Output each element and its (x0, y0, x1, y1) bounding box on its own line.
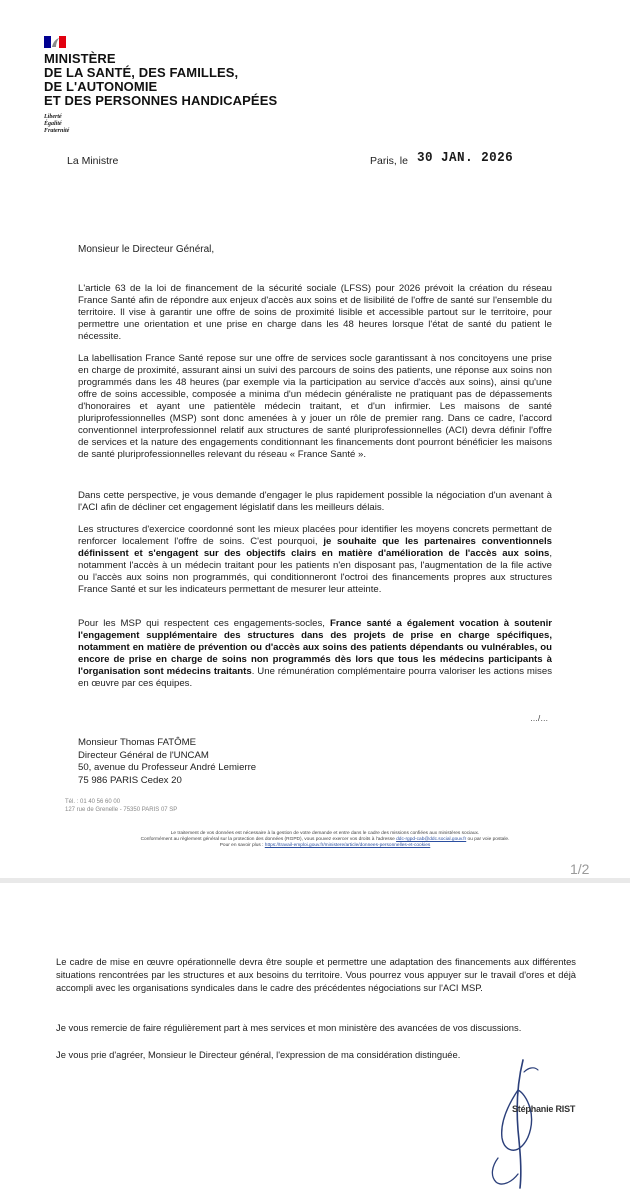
paragraph-msp-engagements (78, 618, 552, 690)
continued-marker: …/… (530, 714, 549, 723)
motto-fraternite: Fraternité (44, 128, 70, 134)
ministry-name (44, 52, 277, 108)
gdpr-info-link[interactable]: https://travail-emploi.gouv.fr/ministere/article/donnees-personnelles-et-cookies (264, 843, 431, 848)
motto-egalite: Égalité (44, 121, 62, 127)
paragraph-text: , notamment l'accès à un médecin traitant pour les patients n'en disposant pas, l'augmentation de la file active ou l'accès aux soins non programmés, qui conditionneront l'octroi des financements propres aux structures France Santé et sur les indicateurs permettant de mesurer leur atteinte. (78, 548, 552, 595)
paragraph-labellisation: La labellisation France Santé repose sur une offre de services socle garantissant à nos concitoyens une prise en charge de proximité, assurant ainsi un suivi des parcours de soins des patients, une réponse aux soins non programmés dans les 48 heures (par exemple via la participation au service d'accès aux soins), ainsi qu'une offre de soins accessible, composée a minima d'un médecin généraliste ne pratiquant pas de dépassements d'honoraires et ayant une patientèle médecin traitant, et d'un infirmier. Les maisons de santé pluriprofessionnelles (MSP) sont donc amenées à y jouer un rôle de premier rang. Dans ce cadre, l'accord conventionnel interprofessionnel relatif aux structures de santé pluriprofessionnelles (ACI) devra définir l'offre de services et la nature des engagements conditionnant les financements dont pourront bénéficier les maisons de santé pluriprofessionnelles relevant du réseau « France Santé ». (78, 353, 552, 460)
gdpr-text: Pour en savoir plus : (219, 843, 265, 848)
recipient-address (78, 737, 256, 787)
ministry-line: MINISTÈRE (44, 51, 116, 66)
gdpr-text: Conformément au règlement général sur la protection des données (RGPD), vous pouvez exercer vos droits à l'adresse (140, 837, 397, 842)
ministry-contact (65, 798, 177, 814)
sender-title: La Ministre (67, 155, 119, 167)
recipient-line: 50, avenue du Professeur André Lemierre (78, 762, 257, 773)
paragraph-text: Les structures d'exercice coordonné sont les mieux placées pour identifier les moyens concrets permettant de renforcer localement l'offre de soins. C'est pourquoi, (78, 524, 552, 547)
republic-motto (44, 114, 69, 135)
date-place-prefix: Paris, le (370, 155, 408, 167)
gdpr-line: Le traitement de vos données est nécessaire à la gestion de votre demande et entre dans le cadre des missions confiées aux ministères sociaux. (170, 831, 480, 836)
marianne-logo-icon (44, 36, 66, 48)
paragraph-operational-framework: Le cadre de mise en œuvre opérationnelle devra être souple et permettre une adaptation des financements aux différentes situations rencontrées par les structures et aux besoins du territoire. Vous pourrez vous appuyer sur le travail d'ores et déjà accompli avec les organisations syndicales dans le cadre des précédentes négociations sur l'ACI MSP. (56, 956, 576, 993)
gdpr-text: ou par voie postale. (466, 837, 510, 842)
paragraph-lfss-article-63: L'article 63 de la loi de financement de la sécurité sociale (LFSS) pour 2026 prévoit la création du réseau France Santé afin de répondre aux enjeux d'accès aux soins et de lisibilité de l'offre de santé sur l'ensemble du territoire. Il vise à garantir une offre de soins de proximité lisible et accessible partout sur le territoire, pour permettre une orientation et une prise en charge dans les 48 heures lorsque l'état de santé du patient le nécessite. (78, 283, 552, 342)
ministry-line: ET DES PERSONNES HANDICAPÉES (44, 93, 278, 108)
ministry-line: DE L'AUTONOMIE (44, 79, 158, 94)
contact-address: 127 rue de Grenelle - 75350 PARIS 07 SP (65, 807, 178, 813)
paragraph-coordinated-structures (78, 524, 552, 596)
paragraph-text: Pour les MSP qui respectent ces engagements-socles, (78, 618, 330, 629)
paragraph-emphasis: je souhaite que les partenaires conventionnels définissent et s'engagent sur des objectifs clairs en matière d'amélioration de l'accès aux soins (78, 536, 552, 559)
gdpr-line (90, 843, 560, 849)
motto-liberte: Liberté (44, 114, 62, 120)
salutation: Monsieur le Directeur Général, (78, 244, 215, 255)
paragraph-text: . Une rémunération complémentaire pourra valoriser les actions mises en œuvre par ces équipes. (78, 666, 552, 689)
signer-name: Stéphanie RIST (512, 1104, 576, 1114)
paragraph-negotiation-request: Dans cette perspective, je vous demande d'engager le plus rapidement possible la négociation d'un avenant à l'ACI afin de décliner cet engagement législatif dans les meilleurs délais. (78, 490, 552, 513)
page-indicator: 1/2 (570, 861, 590, 877)
paragraph-closing: Je vous prie d'agréer, Monsieur le Directeur général, l'expression de ma considération distinguée. (56, 1049, 461, 1060)
recipient-line: Monsieur Thomas FATÔME (78, 737, 197, 748)
ministry-line: DE LA SANTÉ, DES FAMILLES, (44, 65, 239, 80)
contact-phone: Tél. : 01 40 56 60 00 (65, 799, 121, 805)
date-stamp: 30 JAN. 2026 (417, 150, 514, 166)
gdpr-notice (90, 831, 560, 849)
paragraph-emphasis: France santé a également vocation à soutenir l'engagement supplémentaire des structures dans des projets de prise en charge spécifiques, notamment en matière de prévention ou d'accès aux soins des patients dépendants ou vulnérables, ou encore de prise en charge de soins non programmés dès lors que tous les médecins participants à l'organisation sont médecins traitants (78, 618, 552, 677)
recipient-line: 75 986 PARIS Cedex 20 (78, 774, 182, 786)
gdpr-email-link[interactable]: ddc-rgpd-cab@ddc.social.gouv.fr (396, 837, 467, 842)
recipient-line: Directeur Général de l'UNCAM (78, 749, 209, 761)
handwritten-signature (478, 1050, 568, 1190)
paragraph-thanks: Je vous remercie de faire régulièrement part à mes services et mon ministère des avancées de vos discussions. (56, 1022, 522, 1033)
